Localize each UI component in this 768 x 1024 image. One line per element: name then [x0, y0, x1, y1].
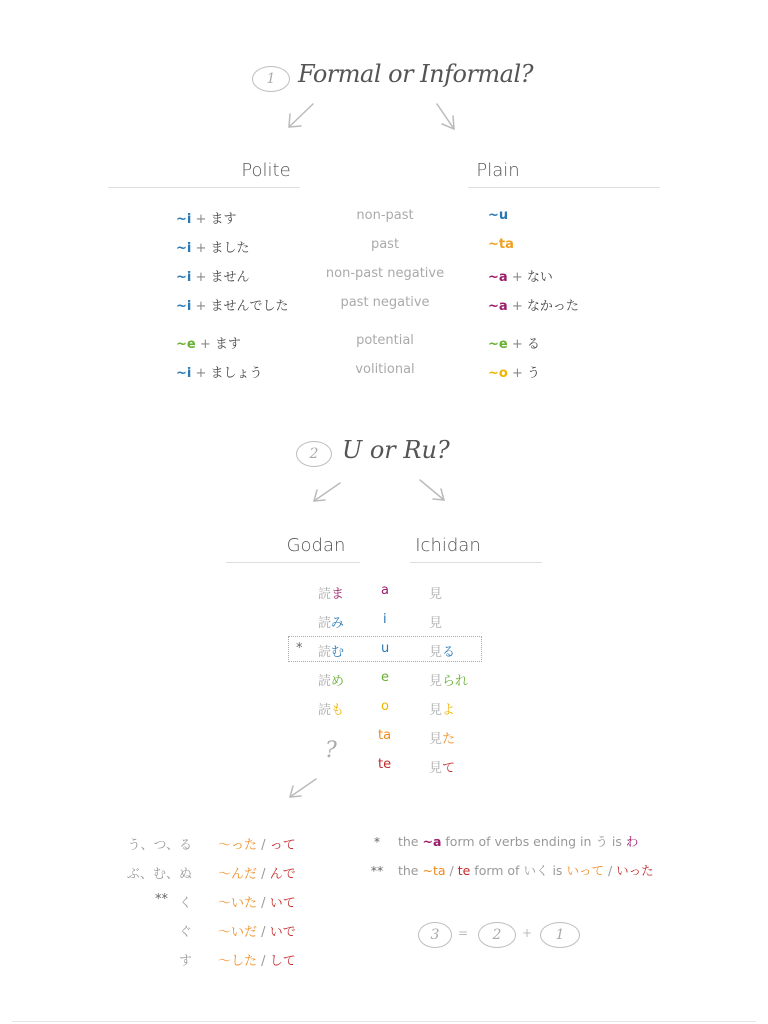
affix: ~a [488, 299, 508, 314]
te-form: して [269, 954, 296, 969]
note-highlight: ~ta [422, 863, 446, 878]
slash: / [261, 925, 266, 940]
form-label: non-past [356, 208, 414, 223]
note-highlight: ~a [422, 834, 442, 849]
ichidan-stem: 見 [429, 703, 443, 718]
ending: なかった [526, 299, 579, 314]
ta-form: 〜った [218, 838, 258, 853]
equals-sign: = [458, 926, 469, 940]
affix: ~i [176, 366, 192, 381]
note-highlight: te [457, 863, 471, 878]
affix: ~o [488, 366, 508, 381]
godan-stem: 読 [318, 616, 332, 631]
section-1-number: 1 [252, 66, 290, 92]
polite-row [176, 333, 241, 352]
ichidan-divider [410, 562, 542, 563]
ichidan-stem: 見 [429, 587, 443, 602]
ichidan-ending: た [442, 732, 456, 747]
polite-row [176, 237, 250, 256]
note-text: the [397, 863, 419, 878]
ending: ません [210, 270, 250, 285]
godan-ending: も [331, 703, 345, 718]
vowel: te [378, 757, 392, 772]
verb-endings: ぐ [178, 925, 192, 940]
plain-row [488, 208, 508, 223]
note-text: う [595, 834, 608, 849]
slash: / [607, 863, 613, 878]
verb-endings: ぶ、む、ぬ [126, 867, 192, 882]
ending: ませんでした [210, 299, 289, 314]
affix: ~i [176, 270, 192, 285]
ichidan-stem: 見 [429, 645, 443, 660]
godan-ending: ま [331, 587, 345, 602]
vowel: o [381, 699, 389, 714]
plain-heading: Plain [476, 160, 520, 181]
note-text: is [552, 863, 563, 878]
plus-sign: + [195, 241, 207, 256]
affix: ~ta [488, 237, 514, 252]
te-form: って [269, 838, 296, 853]
slash: / [261, 838, 266, 853]
plain-divider [468, 187, 660, 188]
note-text: いく [523, 863, 549, 878]
polite-row [176, 295, 289, 314]
plus-sign: + [195, 270, 207, 285]
ichidan-ending: よ [442, 703, 456, 718]
section-2-number: 2 [296, 441, 332, 467]
asterisk-marker: * [296, 641, 303, 656]
ichidan-heading: Ichidan [415, 535, 481, 556]
polite-row [176, 208, 237, 227]
godan-divider [226, 562, 360, 563]
godan-ending: む [331, 645, 345, 660]
ichidan-stem: 見 [429, 674, 443, 689]
vowel: a [381, 583, 389, 598]
te-form: んで [269, 867, 296, 882]
godan-ending: め [331, 674, 345, 689]
note-text: form of [474, 863, 520, 878]
ichidan-ending: て [442, 761, 456, 776]
affix: ~i [176, 299, 192, 314]
godan-stem: 読 [318, 674, 332, 689]
slash: / [261, 896, 266, 911]
ichidan-ending: る [442, 645, 456, 660]
plain-row [488, 333, 540, 352]
affix: ~u [488, 208, 509, 223]
note-highlight: いった [616, 863, 654, 878]
ending: る [526, 337, 540, 352]
affix: ~e [176, 337, 196, 352]
affix: ~i [176, 241, 192, 256]
form-label: volitional [355, 362, 415, 377]
equation-left-number: 3 [418, 922, 452, 948]
polite-heading: Polite [241, 160, 291, 181]
note-highlight: いって [566, 863, 604, 878]
godan-ending: み [331, 616, 345, 631]
plus-sign: + [511, 299, 523, 314]
vowel: i [383, 612, 387, 627]
plain-row [488, 362, 540, 381]
note-text: form of verbs ending in [445, 834, 592, 849]
ichidan-stem: 見 [429, 616, 443, 631]
ending: ました [210, 241, 250, 256]
plus-sign: + [199, 337, 211, 352]
plus-sign: + [195, 212, 207, 227]
form-label: non-past negative [325, 266, 445, 281]
slash: / [261, 954, 266, 969]
double-asterisk-marker: ** [155, 892, 168, 907]
godan-stem: 読 [318, 703, 332, 718]
plus-sign: + [511, 270, 523, 285]
polite-row [176, 266, 250, 285]
ta-form: 〜いた [218, 896, 258, 911]
note-highlight: わ [625, 834, 639, 849]
vowel: u [381, 641, 390, 656]
godan-heading: Godan [286, 535, 346, 556]
polite-divider [108, 187, 300, 188]
ending: ます [210, 212, 237, 227]
slash: / [449, 863, 454, 878]
note-2 [360, 861, 654, 879]
verb-endings: く [178, 896, 192, 911]
te-form: いで [269, 925, 296, 940]
equation-a-number: 2 [478, 922, 516, 948]
verb-endings: う、つ、る [127, 838, 192, 853]
note-text: is [611, 834, 622, 849]
vowel: e [381, 670, 389, 685]
note-text: the [397, 834, 419, 849]
plus-sign: + [511, 337, 523, 352]
ta-form: 〜した [218, 954, 258, 969]
plus-sign: + [522, 926, 533, 940]
godan-stem: 読 [318, 587, 332, 602]
double-asterisk-marker: ** [370, 863, 384, 878]
plus-sign: + [511, 366, 523, 381]
ichidan-stem: 見 [429, 732, 443, 747]
te-form: いて [269, 896, 296, 911]
form-label: past [370, 237, 400, 252]
plain-row [488, 237, 514, 252]
bottom-divider [12, 1021, 756, 1022]
asterisk-marker: * [373, 834, 381, 849]
affix: ~i [176, 212, 192, 227]
note-1 [360, 832, 638, 850]
ichidan-stem: 見 [429, 761, 443, 776]
section-2-title: U or Ru? [342, 436, 450, 464]
section-1-title: Formal or Informal? [298, 60, 534, 88]
equation-b-number: 1 [540, 922, 580, 948]
plus-sign: + [195, 366, 207, 381]
plain-row [488, 295, 579, 314]
plain-row [488, 266, 553, 285]
ta-form: 〜んだ [218, 867, 258, 882]
ending: ます [214, 337, 241, 352]
form-label: past negative [340, 295, 430, 310]
form-label: potential [356, 333, 414, 348]
plus-sign: + [195, 299, 207, 314]
ending: ない [526, 270, 553, 285]
ichidan-ending: られ [442, 674, 469, 689]
ending: ましょう [210, 366, 263, 381]
affix: ~a [488, 270, 508, 285]
verb-endings: す [178, 954, 192, 969]
slash: / [261, 867, 266, 882]
polite-row [176, 362, 263, 381]
vowel: ta [378, 728, 392, 743]
affix: ~e [488, 337, 508, 352]
question-mark: ? [325, 738, 337, 763]
ta-form: 〜いだ [218, 925, 258, 940]
ending: う [527, 366, 541, 381]
godan-stem: 読 [318, 645, 332, 660]
